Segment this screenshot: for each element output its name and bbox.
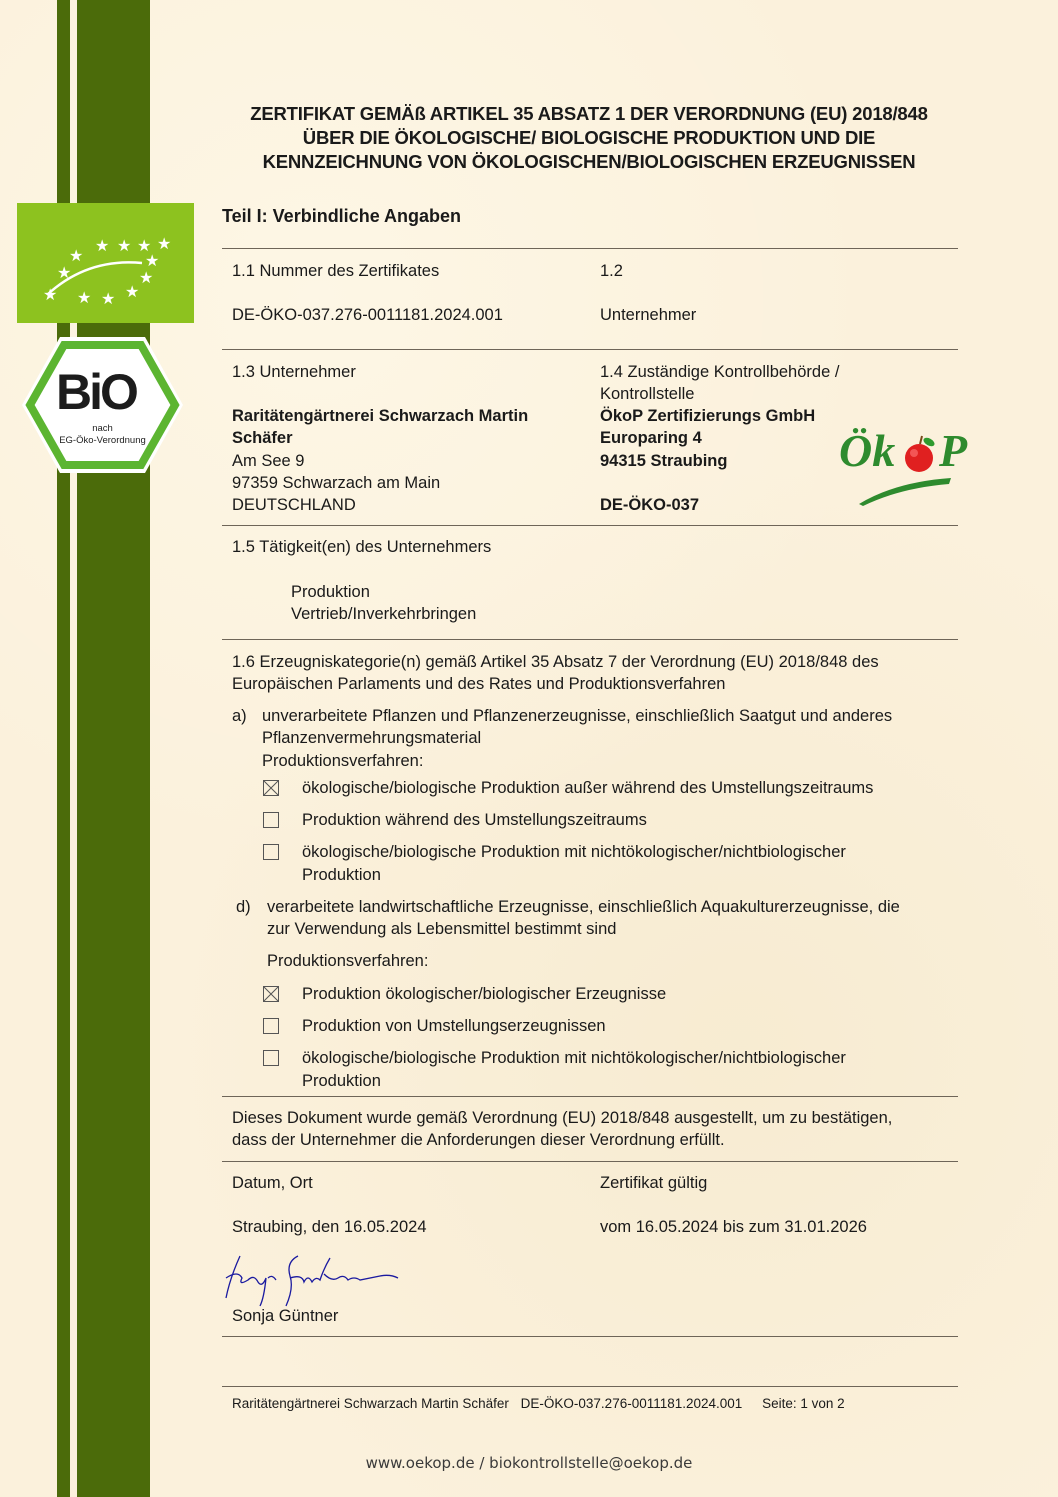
- okop-logo: [835, 420, 980, 510]
- operator-name-line-2: Schäfer: [232, 429, 293, 447]
- certificate-title: [210, 102, 968, 174]
- validity-value: vom 16.05.2024 bis zum 31.01.2026: [600, 1218, 867, 1236]
- control-body-label-line-1: 1.4 Zuständige Kontrollbehörde /: [600, 363, 840, 381]
- okop-swoosh-icon: [855, 474, 955, 508]
- svg-text:★: ★: [125, 282, 140, 301]
- svg-text:★: ★: [101, 289, 116, 308]
- checkbox-unchecked[interactable]: [263, 1050, 279, 1066]
- eu-leaf-stars-icon: [17, 203, 194, 323]
- svg-text:★: ★: [117, 236, 132, 255]
- category-d-option-2: Produktion von Umstellungserzeugnissen: [302, 1017, 606, 1035]
- bio-siegel-logo: [20, 335, 185, 475]
- svg-text:★: ★: [95, 236, 110, 255]
- category-d-option-1: Produktion ökologischer/biologischer Erzeugnisse: [302, 985, 667, 1003]
- certificate-number-label: 1.1 Nummer des Zertifikates: [232, 262, 440, 280]
- divider: [222, 1161, 958, 1162]
- checkbox-unchecked[interactable]: [263, 812, 279, 828]
- apple-icon: [901, 434, 941, 474]
- category-a-text-line-2: Pflanzenvermehrungsmaterial: [262, 729, 482, 747]
- signer-name: Sonja Güntner: [232, 1307, 339, 1325]
- footer-company: Raritätengärtnerei Schwarzach Martin Schäfer: [232, 1396, 509, 1411]
- category-a-option-3-line-1: ökologische/biologische Produktion mit nichtökologischer/nichtbiologischer: [302, 843, 846, 861]
- validity-label: Zertifikat gültig: [600, 1174, 708, 1192]
- okop-logo-text-right: P: [939, 425, 968, 476]
- product-category-label-line-1: 1.6 Erzeugniskategorie(n) gemäß Artikel 35 Absatz 7 der Verordnung (EU) 2018/848 des: [232, 653, 879, 671]
- category-d-text-line-1: verarbeitete landwirtschaftliche Erzeugnisse, einschließlich Aquakulturerzeugnisse, die: [267, 898, 900, 916]
- checkbox-unchecked[interactable]: [263, 1018, 279, 1034]
- category-d-option-3-line-2: Produktion: [302, 1072, 381, 1090]
- divider: [222, 349, 958, 350]
- control-body-label-line-2: Kontrollstelle: [600, 385, 695, 403]
- operator-city: 97359 Schwarzach am Main: [232, 474, 441, 492]
- footer-divider: [222, 1386, 958, 1387]
- svg-text:★: ★: [57, 263, 72, 282]
- category-d-marker: d): [236, 898, 251, 916]
- statement-line-1: Dieses Dokument wurde gemäß Verordnung (EU) 2018/848 ausgestellt, um zu bestätigen,: [232, 1109, 893, 1127]
- activity-item: Produktion: [291, 583, 370, 601]
- divider: [222, 1096, 958, 1097]
- title-line-2: ÜBER DIE ÖKOLOGISCHE/ BIOLOGISCHE PRODUKTION UND DIE: [302, 127, 876, 148]
- svg-text:★: ★: [157, 234, 172, 253]
- footer-cert-number: DE-ÖKO-037.276-0011181.2024.001: [520, 1396, 743, 1411]
- date-place-value: Straubing, den 16.05.2024: [232, 1218, 427, 1236]
- svg-text:★: ★: [43, 285, 58, 304]
- category-a-option-2: Produktion während des Umstellungszeitraums: [302, 811, 647, 829]
- checkbox-checked[interactable]: [263, 986, 279, 1002]
- checkbox-checked[interactable]: [263, 780, 279, 796]
- divider: [222, 1336, 958, 1337]
- activity-item: Vertrieb/Inverkehrbringen: [291, 605, 477, 623]
- x-mark-icon: [264, 987, 278, 1001]
- product-category-label-line-2: Europäischen Parlaments und des Rates und Produktionsverfahren: [232, 675, 726, 693]
- title-line-1: ZERTIFIKAT GEMÄß ARTIKEL 35 ABSATZ 1 DER VERORDNUNG (EU) 2018/848: [250, 103, 928, 124]
- certificate-number-value: DE-ÖKO-037.276-0011181.2024.001: [232, 306, 503, 324]
- category-a-option-3-line-2: Produktion: [302, 866, 381, 884]
- statement-line-2: dass der Unternehmer die Anforderungen dieser Verordnung erfüllt.: [232, 1131, 725, 1149]
- control-body-city: 94315 Straubing: [600, 452, 728, 470]
- bio-logo-sub1: nach: [92, 423, 113, 434]
- bio-logo-text: BiO: [56, 364, 136, 420]
- eu-organic-logo: [17, 203, 194, 323]
- svg-text:★: ★: [145, 251, 160, 270]
- divider: [222, 525, 958, 526]
- operator-name-line-1: Raritätengärtnerei Schwarzach Martin: [232, 407, 529, 425]
- activities-label: 1.5 Tätigkeit(en) des Unternehmers: [232, 538, 492, 556]
- divider: [222, 639, 958, 640]
- category-a-marker: a): [232, 707, 247, 725]
- svg-text:★: ★: [77, 288, 92, 307]
- checkbox-unchecked[interactable]: [263, 844, 279, 860]
- category-d-method-label: Produktionsverfahren:: [267, 952, 429, 970]
- bio-logo-sub2: EG-Öko-Verordnung: [59, 435, 146, 446]
- svg-text:★: ★: [139, 268, 154, 287]
- title-line-3: KENNZEICHNUNG VON ÖKOLOGISCHEN/BIOLOGISCHEN ERZEUGNISSEN: [262, 151, 916, 172]
- page-footer: [232, 1396, 845, 1411]
- category-d-option-3-line-1: ökologische/biologische Produktion mit nichtökologischer/nichtbiologischer: [302, 1049, 846, 1067]
- divider: [222, 248, 958, 249]
- part-title: Teil I: Verbindliche Angaben: [222, 206, 462, 226]
- handwritten-signature: [220, 1248, 405, 1313]
- category-d-text-line-2: zur Verwendung als Lebensmittel bestimmt sind: [267, 920, 617, 938]
- category-a-text-line-1: unverarbeitete Pflanzen und Pflanzenerzeugnisse, einschließlich Saatgut und anderes: [262, 707, 893, 725]
- okop-logo-text-left: Ök: [839, 425, 896, 476]
- section-1-2-label: 1.2: [600, 262, 623, 280]
- category-a-option-1: ökologische/biologische Produktion außer während des Umstellungszeitraums: [302, 779, 874, 797]
- control-body-code: DE-ÖKO-037: [600, 496, 700, 514]
- control-body-street: Europaring 4: [600, 429, 702, 447]
- date-place-label: Datum, Ort: [232, 1174, 313, 1192]
- website-email-line: www.oekop.de / biokontrollstelle@oekop.de: [365, 1454, 693, 1472]
- footer-page-number: Seite: 1 von 2: [762, 1396, 845, 1411]
- control-body-org: ÖkoP Zertifizierungs GmbH: [600, 407, 816, 425]
- operator-street: Am See 9: [232, 452, 305, 470]
- x-mark-icon: [264, 781, 278, 795]
- svg-text:★: ★: [137, 236, 152, 255]
- category-a-method-label: Produktionsverfahren:: [262, 752, 424, 770]
- section-1-2-value: Unternehmer: [600, 306, 697, 324]
- operator-country: DEUTSCHLAND: [232, 496, 356, 514]
- operator-label: 1.3 Unternehmer: [232, 363, 356, 381]
- svg-text:★: ★: [69, 246, 84, 265]
